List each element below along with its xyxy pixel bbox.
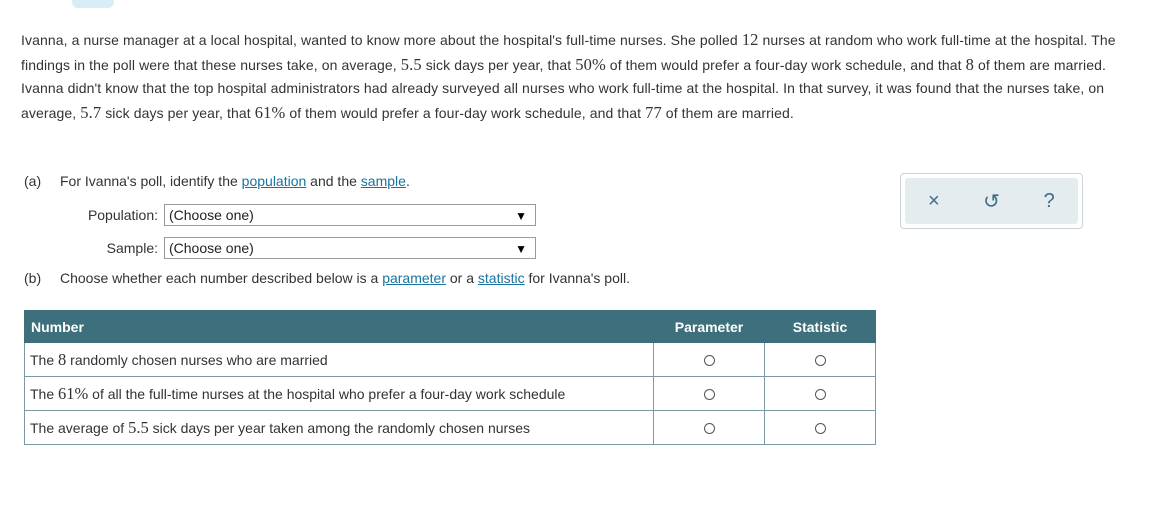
statistic-radio[interactable] [815, 389, 826, 400]
parameter-statistic-table [24, 310, 876, 445]
close-icon[interactable]: × [927, 189, 940, 212]
header-parameter: Parameter [654, 311, 765, 343]
table-row [25, 377, 876, 411]
sample-select[interactable] [164, 237, 536, 259]
intro-number: 5.7 [80, 102, 102, 122]
parameter-radio[interactable] [704, 355, 715, 366]
part-a-text: . [405, 173, 410, 189]
help-icon[interactable]: ? [1043, 189, 1055, 212]
row-description: The average of 5.5 sick days per year taken among the randomly chosen nurses [25, 411, 654, 445]
dropdown-arrow-icon: ▼ [515, 242, 527, 256]
parameter-cell [654, 343, 765, 377]
table-row [25, 343, 876, 377]
part-b-text: or a [446, 270, 478, 286]
sample-select-value: (Choose one) [169, 240, 254, 256]
intro-number: 61% [254, 102, 286, 122]
intro-text: of them are married. [661, 104, 794, 121]
population-select[interactable] [164, 204, 536, 226]
intro-number: 12 [741, 30, 759, 49]
row-description: The 8 randomly chosen nurses who are married [25, 343, 654, 377]
answer-tools [900, 173, 1083, 229]
parameter-cell [654, 377, 765, 411]
part-b-text: for Ivanna's poll. [524, 270, 630, 286]
intro-text: of them would prefer a four-day work schedule, and that [285, 104, 646, 121]
intro-text: of them are married. Ivanna didn't know that the top hospital administrators had already surveyed all nurses who work full-time at the hospital. In that survey, it was found that the nurses take, on average, [21, 56, 1106, 121]
population-row [60, 203, 536, 227]
intro-number: 5.5 [400, 54, 422, 74]
population-select-value: (Choose one) [169, 207, 254, 223]
intro-text: sick days per year, that [421, 56, 576, 73]
table-row [25, 411, 876, 445]
parameter-radio[interactable] [704, 389, 715, 400]
parameter-radio[interactable] [704, 423, 715, 434]
undo-icon[interactable]: ↺ [983, 190, 1000, 213]
sample-row [60, 236, 536, 260]
part-a-text: and the [306, 173, 361, 189]
population-link[interactable]: population [241, 173, 307, 189]
parameter-link[interactable]: parameter [382, 270, 446, 286]
part-a-prompt [24, 173, 724, 189]
row-description: The 61% of all the full-time nurses at the hospital who prefer a four-day work schedule [25, 377, 654, 411]
statistic-link[interactable]: statistic [477, 270, 525, 286]
dropdown-arrow-icon: ▼ [515, 209, 527, 223]
statistic-radio[interactable] [815, 355, 826, 366]
header-statistic: Statistic [765, 311, 876, 343]
sample-label: Sample: [106, 240, 158, 256]
header-number: Number [25, 311, 654, 343]
intro-number: 50% [575, 54, 606, 74]
statistic-cell [765, 343, 876, 377]
answer-tools-bar [905, 178, 1078, 224]
top-tab[interactable] [72, 0, 114, 8]
statistic-cell [765, 377, 876, 411]
intro-text: nurses at random who work full-time at the hospital. The findings in the poll were that these nurses take, on average, [21, 32, 1116, 73]
part-a-text: For Ivanna's poll, identify the [60, 173, 242, 189]
sample-link[interactable]: sample [360, 173, 406, 189]
intro-text: sick days per year, that [101, 104, 255, 121]
part-b-prompt [24, 270, 924, 286]
intro-number: 77 [645, 102, 662, 122]
parameter-cell [654, 411, 765, 445]
part-b-text: Choose whether each number described below is a [60, 270, 383, 286]
intro-text: Ivanna, a nurse manager at a local hospital, wanted to know more about the hospital's full-time nurses. She polled [21, 32, 742, 48]
intro-text: of them would prefer a four-day work schedule, and that [605, 56, 966, 73]
table-header-row [25, 311, 876, 343]
intro-number: 8 [965, 54, 974, 74]
problem-statement [21, 28, 1151, 125]
population-label: Population: [87, 207, 158, 223]
part-b-label: (b) [24, 270, 42, 286]
part-a-label: (a) [24, 173, 42, 189]
statistic-radio[interactable] [815, 423, 826, 434]
statistic-cell [765, 411, 876, 445]
